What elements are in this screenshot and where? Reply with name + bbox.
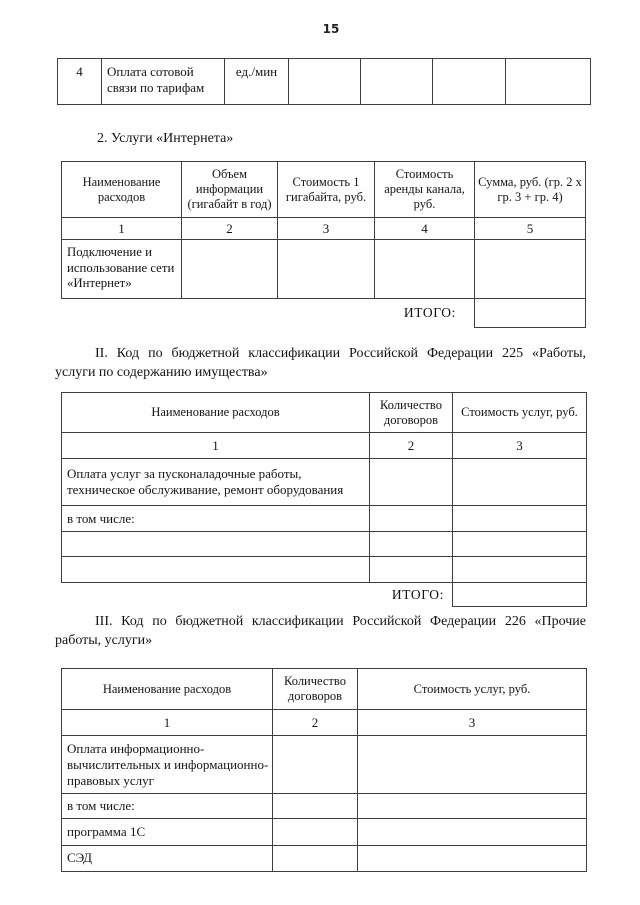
empty-cell (182, 240, 278, 299)
column-header: Стоимость услуг, руб. (453, 393, 587, 433)
empty-cell (453, 506, 587, 532)
empty-cell (453, 459, 587, 506)
internet-services-table (61, 161, 586, 328)
empty-cell (370, 506, 453, 532)
row-label-cell: Оплата услуг за пусконаладочные работы, техническое обслуживание, ремонт оборудования (62, 459, 370, 506)
total-value-box (453, 583, 587, 607)
column-number-cell: 3 (278, 218, 375, 240)
section-title-226: III. Код по бюджетной классификации Российской Федерации 226 «Прочие работы, услуги» (55, 614, 586, 649)
page-number: 15 (322, 22, 340, 36)
total-label: ИТОГО: (391, 586, 444, 602)
total-label: ИТОГО: (403, 305, 456, 321)
column-number-cell: 4 (375, 218, 475, 240)
empty-cell (358, 736, 587, 794)
column-header: Наименование расходов (62, 669, 273, 710)
empty-cell (278, 240, 375, 299)
row-label-cell: СЭД (62, 845, 273, 871)
phone-services-table-fragment (57, 58, 591, 105)
column-header: Объем информации (гигабайт в год) (182, 162, 278, 218)
empty-cell (273, 818, 358, 845)
empty-cell (506, 59, 591, 105)
empty-cell (433, 59, 506, 105)
column-header: Стоимость 1 гигабайта, руб. (278, 162, 375, 218)
column-number-cell: 2 (182, 218, 278, 240)
column-number-cell: 1 (62, 218, 182, 240)
row-number-cell: 4 (58, 59, 102, 105)
budget-225-table (61, 392, 587, 607)
column-header: Количество договоров (370, 393, 453, 433)
column-header: Наименование расходов (62, 393, 370, 433)
empty-cell (370, 532, 453, 557)
unit-cell: ед./мин (225, 59, 289, 105)
column-number-cell: 3 (453, 433, 587, 459)
column-header: Стоимость аренды канала, руб. (375, 162, 475, 218)
empty-cell (475, 240, 586, 299)
empty-cell (358, 794, 587, 819)
empty-cell (370, 557, 453, 583)
row-label-cell (62, 532, 370, 557)
row-label-cell: Подключение и использование сети «Интернет» (62, 240, 182, 299)
empty-cell (375, 240, 475, 299)
empty-cell (453, 532, 587, 557)
row-label-cell: Оплата сотовой связи по тарифам (102, 59, 225, 105)
empty-cell (358, 845, 587, 871)
empty-cell (453, 557, 587, 583)
budget-226-table (61, 668, 587, 872)
column-number-cell: 2 (370, 433, 453, 459)
column-number-cell: 1 (62, 710, 273, 736)
column-number-cell: 1 (62, 433, 370, 459)
empty-cell (361, 59, 433, 105)
row-label-cell (62, 557, 370, 583)
column-number-cell: 2 (273, 710, 358, 736)
empty-cell (273, 794, 358, 819)
section-title-225: II. Код по бюджетной классификации Российской Федерации 225 «Работы, услуги по содержанию имущества» (55, 346, 586, 381)
section-title-internet: 2. Услуги «Интернета» (97, 131, 234, 146)
total-value-box (475, 299, 586, 328)
row-label-cell: в том числе: (62, 506, 370, 532)
empty-cell (289, 59, 361, 105)
column-header: Сумма, руб. (гр. 2 х гр. 3 + гр. 4) (475, 162, 586, 218)
row-label-cell: программа 1С (62, 818, 273, 845)
row-label-cell: Оплата информационно-вычислительных и информационно-правовых услуг (62, 736, 273, 794)
column-number-cell: 3 (358, 710, 587, 736)
column-number-cell: 5 (475, 218, 586, 240)
column-header: Наименование расходов (62, 162, 182, 218)
empty-cell (358, 818, 587, 845)
row-label-cell: в том числе: (62, 794, 273, 819)
empty-cell (370, 459, 453, 506)
empty-cell (273, 845, 358, 871)
column-header: Стоимость услуг, руб. (358, 669, 587, 710)
empty-cell (273, 736, 358, 794)
column-header: Количество договоров (273, 669, 358, 710)
